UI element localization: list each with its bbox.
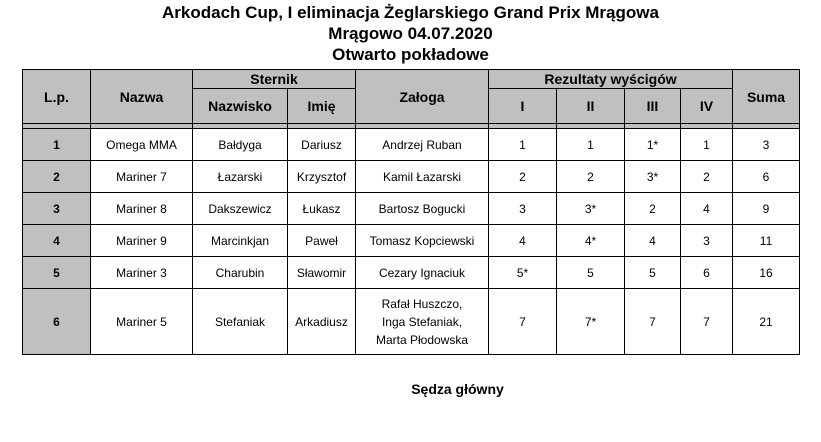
cell-race-1: 2	[489, 161, 557, 193]
cell-zaloga	[356, 193, 489, 225]
chief-judge-label: Sędza główny	[411, 381, 504, 397]
cell-race-1: 3	[489, 193, 557, 225]
cell-zaloga	[356, 289, 489, 355]
cell-race-1: 5*	[489, 257, 557, 289]
crew-member: Kamil Łazarski	[382, 169, 462, 184]
cell-race-2: 4*	[557, 225, 625, 257]
header-nazwa: Nazwa	[91, 70, 193, 124]
cell-race-2: 1	[557, 129, 625, 161]
cell-imie: Arkadiusz	[288, 289, 356, 355]
cell-nazwisko: Marcinkjan	[193, 225, 288, 257]
cell-nazwisko: Bałdyga	[193, 129, 288, 161]
header-race-1: I	[489, 89, 557, 124]
cell-imie: Dariusz	[288, 129, 356, 161]
cell-race-4: 3	[681, 225, 733, 257]
cell-race-2: 2	[557, 161, 625, 193]
crew-member: Cezary Ignaciuk	[378, 265, 466, 280]
header-lp: L.p.	[23, 70, 91, 124]
cell-race-4: 2	[681, 161, 733, 193]
table-row	[23, 289, 800, 355]
cell-nazwisko: Charubin	[193, 257, 288, 289]
cell-lp: 6	[23, 289, 91, 355]
crew-member: Marta Płodowska	[375, 332, 469, 347]
crew-member: Rafał Huszczo,	[381, 296, 463, 311]
cell-zaloga	[356, 129, 489, 161]
cell-race-3: 4	[625, 225, 681, 257]
cell-race-4: 4	[681, 193, 733, 225]
cell-race-2: 7*	[557, 289, 625, 355]
cell-nazwa: Mariner 8	[91, 193, 193, 225]
table-row	[23, 225, 800, 257]
cell-lp: 1	[23, 129, 91, 161]
cell-nazwa: Mariner 9	[91, 225, 193, 257]
title-block	[0, 2, 821, 65]
title-line-1: Arkodach Cup, I eliminacja Żeglarskiego Grand Prix Mrągowa	[162, 3, 659, 22]
title-line-2: Mrągowo 04.07.2020	[328, 24, 493, 43]
cell-suma: 21	[733, 289, 800, 355]
header-imie: Imię	[288, 89, 356, 124]
cell-race-1: 4	[489, 225, 557, 257]
cell-lp: 3	[23, 193, 91, 225]
cell-zaloga	[356, 161, 489, 193]
header-nazwisko: Nazwisko	[193, 89, 288, 124]
cell-lp: 2	[23, 161, 91, 193]
crew-member: Tomasz Kopciewski	[369, 233, 475, 248]
table-row	[23, 161, 800, 193]
cell-race-2: 5	[557, 257, 625, 289]
cell-nazwisko: Łazarski	[193, 161, 288, 193]
cell-imie: Łukasz	[288, 193, 356, 225]
cell-imie: Paweł	[288, 225, 356, 257]
cell-nazwa: Mariner 5	[91, 289, 193, 355]
cell-race-3: 5	[625, 257, 681, 289]
cell-suma: 11	[733, 225, 800, 257]
cell-suma: 9	[733, 193, 800, 225]
cell-race-3: 7	[625, 289, 681, 355]
cell-suma: 3	[733, 129, 800, 161]
cell-zaloga	[356, 225, 489, 257]
crew-member: Bartosz Bogucki	[378, 201, 466, 216]
title-line-3: Otwarto pokładowe	[332, 45, 489, 64]
header-race-2: II	[557, 89, 625, 124]
cell-suma: 16	[733, 257, 800, 289]
cell-race-1: 7	[489, 289, 557, 355]
header-rezultaty: Rezultaty wyścigów	[489, 70, 733, 89]
cell-race-2: 3*	[557, 193, 625, 225]
results-table	[22, 69, 800, 355]
header-race-4: IV	[681, 89, 733, 124]
cell-imie: Krzysztof	[288, 161, 356, 193]
cell-nazwa: Mariner 3	[91, 257, 193, 289]
cell-race-3: 2	[625, 193, 681, 225]
header-sternik: Sternik	[193, 70, 356, 89]
crew-member: Andrzej Ruban	[382, 137, 462, 152]
cell-zaloga	[356, 257, 489, 289]
table-row	[23, 193, 800, 225]
cell-race-4: 6	[681, 257, 733, 289]
cell-lp: 5	[23, 257, 91, 289]
cell-nazwisko: Dakszewicz	[193, 193, 288, 225]
cell-race-4: 1	[681, 129, 733, 161]
cell-race-3: 1*	[625, 129, 681, 161]
cell-lp: 4	[23, 225, 91, 257]
crew-member: Inga Stefaniak,	[381, 314, 463, 329]
cell-imie: Sławomir	[288, 257, 356, 289]
cell-race-4: 7	[681, 289, 733, 355]
header-race-3: III	[625, 89, 681, 124]
table-row	[23, 129, 800, 161]
cell-nazwa: Omega MMA	[91, 129, 193, 161]
cell-race-1: 1	[489, 129, 557, 161]
header-zaloga: Załoga	[356, 70, 489, 124]
header-suma: Suma	[733, 70, 800, 124]
cell-suma: 6	[733, 161, 800, 193]
cell-nazwisko: Stefaniak	[193, 289, 288, 355]
cell-nazwa: Mariner 7	[91, 161, 193, 193]
table-row	[23, 257, 800, 289]
cell-race-3: 3*	[625, 161, 681, 193]
